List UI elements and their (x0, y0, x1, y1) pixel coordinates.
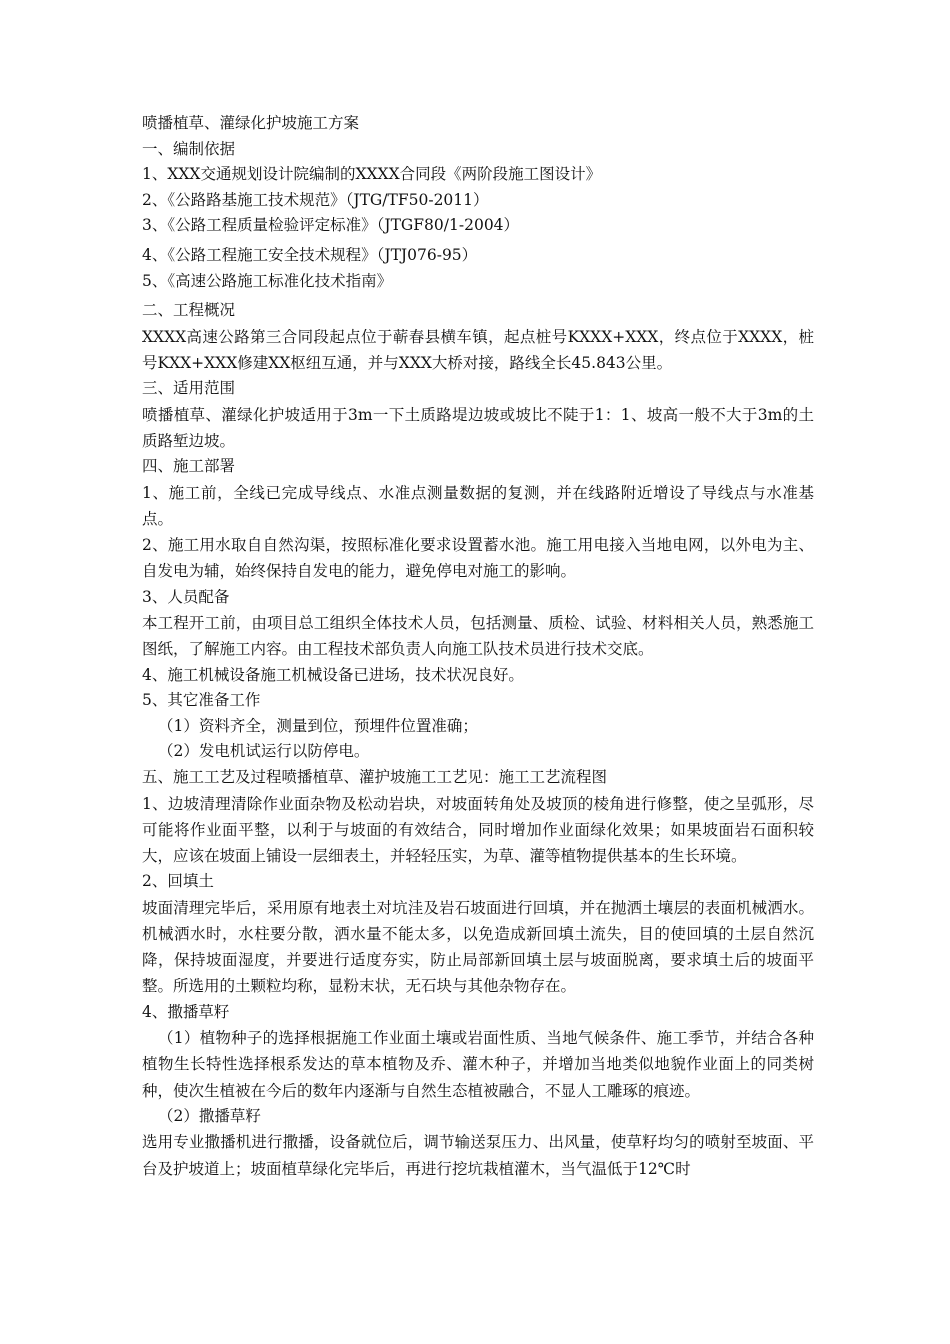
basis-item: 2、《公路路基施工技术规范》（JTG/TF50-2011） (142, 190, 489, 209)
seed-selection-paragraph: （1）植物种子的选择根据施工作业面土壤或岩面性质、当地气候条件、施工季节，并结合各种植物生长特性选择根系发达的草本植物及乔、灌木种子，并增加当地类似地貌作业面上的同类树种，使次生植被在今后的数年内逐渐与自然生态植被融合，不显人工雕琢的痕迹。 (142, 1029, 814, 1100)
section-heading-deployment: 四、施工部署 (142, 457, 236, 476)
staffing-paragraph: 本工程开工前，由项目总工组织全体技术人员，包括测量、质检、试验、材料相关人员，熟悉施工图纸，了解施工内容。由工程技术部负责人向施工队技术员进行技术交底。 (142, 614, 814, 659)
document-title: 喷播植草、灌绿化护坡施工方案 (142, 114, 360, 132)
section-heading-overview: 二、工程概况 (142, 301, 236, 320)
subheading-seeding: 4、撒播草籽 (142, 1002, 230, 1021)
subheading-other-prep: 5、其它准备工作 (142, 691, 261, 710)
section-heading-process: 五、施工工艺及过程喷播植草、灌护坡施工工艺见：施工工艺流程图 (142, 767, 608, 786)
prep-item: （2）发电机试运行以防停电。 (158, 742, 370, 761)
subheading-staffing: 3、人员配备 (142, 587, 230, 606)
slope-cleaning-paragraph: 1、边坡清理清除作业面杂物及松动岩块，对坡面转角处及坡顶的棱角进行修整，使之呈弧形，尽可能将作业面平整，以利于与坡面的有效结合，同时增加作业面绿化效果；如果坡面岩石面积较大，应该在坡面上铺设一层细表土，并轻轻压实，为草、灌等植物提供基本的生长环境。 (142, 794, 814, 865)
overview-paragraph: XXXX高速公路第三合同段起点位于蕲春县横车镇，起点桩号KXXX+XXX，终点位于XXXX，桩号KXX+XXX修建XX枢纽互通，并与XXX大桥对接，路线全长45.843公里。 (142, 327, 814, 372)
prep-item: （1）资料齐全，测量到位，预埋件位置准确； (158, 716, 478, 735)
section-heading-scope: 三、适用范围 (142, 379, 236, 398)
basis-item: 5、《高速公路施工标准化技术指南》 (142, 271, 393, 290)
document-body (142, 111, 814, 1182)
deployment-paragraph: 1、施工前，全线已完成导线点、水准点测量数据的复测，并在线路附近增设了导线点与水准基点。 (142, 483, 814, 528)
subheading-sowing: （2）撒播草籽 (158, 1106, 261, 1125)
sowing-paragraph: 选用专业撒播机进行撒播，设备就位后，调节输送泵压力、出风量，使草籽均匀的喷射至坡面、平台及护坡道上；坡面植草绿化完毕后，再进行挖坑栽植灌木，当气温低于12℃时 (142, 1133, 814, 1178)
scope-paragraph: 喷播植草、灌绿化护坡适用于3m一下土质路堤边坡或坡比不陡于1：1、坡高一般不大于3m的土质路堑边坡。 (142, 405, 814, 450)
subheading-backfill: 2、回填土 (142, 872, 214, 891)
basis-item: 1、XXX交通规划设计院编制的XXXX合同段《两阶段施工图设计》 (142, 165, 602, 184)
deployment-paragraph: 2、施工用水取自自然沟渠，按照标准化要求设置蓄水池。施工用电接入当地电网，以外电为主、自发电为辅，始终保持自发电的能力，避免停电对施工的影响。 (142, 536, 814, 581)
section-heading-basis: 一、编制依据 (142, 139, 236, 158)
equipment-paragraph: 4、施工机械设备施工机械设备已进场，技术状况良好。 (142, 665, 524, 684)
basis-item: 4、《公路工程施工安全技术规程》（JTJ076-95） (142, 245, 478, 264)
backfill-paragraph: 坡面清理完毕后，采用原有地表土对坑洼及岩石坡面进行回填，并在抛洒土壤层的表面机械洒水。机械洒水时，水柱要分散，洒水量不能太多，以免造成新回填土流失，目的使回填的土层自然沉降，保持坡面湿度，并要进行适度夯实，防止局部新回填土层与坡面脱离，要求填土后的坡面平整。所选用的土颗粒均称，显粉末状，无石块与其他杂物存在。 (142, 898, 814, 996)
basis-item: 3、《公路工程质量检验评定标准》（JTGF80/1-2004） (142, 216, 520, 235)
